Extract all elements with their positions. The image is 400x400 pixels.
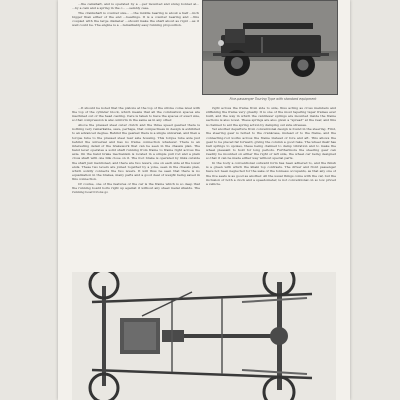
paragraph: Yet another departure from conventional design is found in the steering. First, the steering gear is bolted to the crankcase, instead of to the frame, and the connecting-rod works across the frame instead of fore and aft. This allows the gear to be placed far forward, giving the column a good rake. The wheel itself has ball springs to spokes, these being claimed to damp vibration and to make the wheel pleasant to hold for long periods. Furthermore the steering gear can readily be mounted on either the right or left side, the wheel car being designed so that it can be made either way without special parts.: [206, 127, 336, 161]
car-photo: [202, 0, 338, 95]
paragraph: Of course, one of the features of the car is the frame which is so deep that the running board bolts right up against it without any sheet metal shields. The running board irons go: [72, 181, 200, 195]
paragraph: The crankshaft is counter size... ...the middle bearing is about a half ...inch bigger than either of the end ...bearings. It is a counter bearing and ...this coupled with the large diameter ...should make the shaft about as rigid ...as it well could be. The engine is a ...remarkably easy running proposition.: [72, 10, 199, 28]
chassis-plan-photo: [72, 272, 336, 400]
text-column-right: [206, 106, 336, 262]
paragraph: ...the camshaft, and is operated by a ...per mounted and slung bonnet al... ...by a cam and a spring in the c... ...sembly case.: [72, 2, 199, 11]
text-column-left-top: [72, 2, 199, 88]
paragraph: ...It should be noted that the pistons at the top of the stroke come level with the top of the cylinder block, which means that all the combustion spaces are machined out of the head casting. Care is taken to have the spaces of exact size, so that compression is also uniform in the same as in any other.: [72, 106, 200, 123]
paragraph: right across the frame from side to side, thus acting as cross members and stiffening the frame very greatly. It is one of the most tapering taper frames ever built, and the way in which the cantilever springs are mounted inside the frame sections is also novel. These springs are also given a "spread" at the rear, and this is claimed to aid the spring action by damping out side stresses.: [206, 106, 336, 127]
paragraph: In the body a conventional outward form has been adhered to, and the finish is a green with which the khaki top contrasts. The driver and front passenger have not been neglected for the sake of the tonneau occupants, as that any one of the five seats is as good as another. All the usual things come with the car, but the inclusion of both a clock and a speedometer, is not conventional on so low priced a vehicle.: [206, 161, 336, 186]
document-page: [58, 0, 350, 400]
photo-caption: Five-passenger Touring Type with standard equipment: [229, 97, 317, 101]
paragraph: Above the pressed steel outer clutch and the three speed gearset there is nothing very remarkable, save, perhaps, that compactness in design is exhibited to an advanced degree. Behind the gearset there is a single universal, and then a torque tube to the pressed steel rear axle housing. This torque tube axle just behind the universal and has no frame connection whatever. There is an interesting detail of the brakework that can be seen in the chassis plan. The hand lever operates a solid shaft running from frame to frame right across the axle. On the hand brake mechanism is located in a simple pull rod and a plain cross shaft with one link close on it. The foot brake is operated by links outside the shaft just mentioned, and there are two levers, one on each side at the lower ends. These two levers are joined together by a yoke, seen in the chassis plan, which solidly connects the two levers. It will thus be seen that there is no equalization in the brakes, many parts and a good deal of weight being saved in this connection.: [72, 123, 200, 182]
text-column-left: [72, 106, 200, 268]
